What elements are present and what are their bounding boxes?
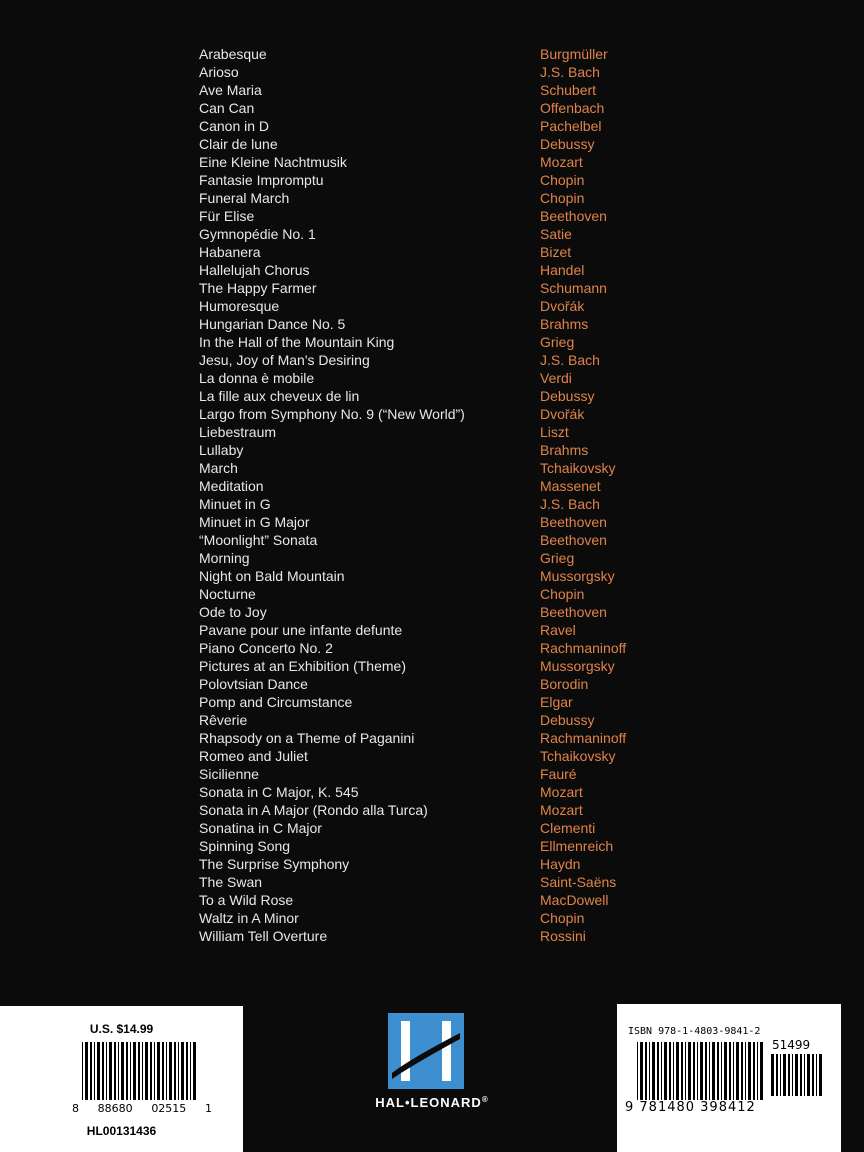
song-title: To a Wild Rose (199, 892, 294, 908)
song-composer: Schumann (540, 280, 607, 296)
logo-registered: ® (481, 1095, 489, 1104)
song-title: La fille aux cheveux de lin (199, 388, 360, 404)
song-title: The Swan (199, 874, 263, 890)
song-row (199, 549, 659, 567)
logo-wordmark (332, 1095, 532, 1110)
song-title: Pictures at an Exhibition (Theme) (199, 658, 406, 674)
song-composer: Borodin (540, 676, 589, 692)
song-row (199, 531, 659, 549)
song-title: Minuet in G (199, 496, 271, 512)
song-title: Lullaby (199, 442, 244, 458)
song-row (199, 783, 659, 801)
song-composer: Dvořák (540, 298, 585, 314)
song-row (199, 513, 659, 531)
song-row (199, 369, 659, 387)
song-composer: Chopin (540, 910, 585, 926)
song-title: Funeral March (199, 190, 290, 206)
song-row (199, 153, 659, 171)
song-composer: Ravel (540, 622, 576, 638)
song-title: Polovtsian Dance (199, 676, 308, 692)
song-row (199, 819, 659, 837)
song-title: Minuet in G Major (199, 514, 310, 530)
song-title: Gymnopédie No. 1 (199, 226, 316, 242)
song-title: The Surprise Symphony (199, 856, 350, 872)
song-row (199, 477, 659, 495)
song-composer: Liszt (540, 424, 569, 440)
song-composer: Rachmaninoff (540, 640, 627, 656)
song-title: Fantasie Impromptu (199, 172, 324, 188)
upc-digit-system: 8 (72, 1102, 79, 1115)
song-title: Piano Concerto No. 2 (199, 640, 333, 656)
song-composer: Haydn (540, 856, 581, 872)
logo-name-left: HAL (375, 1095, 405, 1110)
song-list (199, 45, 659, 945)
song-composer: Saint-Saëns (540, 874, 617, 890)
song-composer: Bizet (540, 244, 572, 260)
song-composer: Debussy (540, 388, 595, 404)
song-row (199, 117, 659, 135)
song-composer: Tchaikovsky (540, 748, 616, 764)
song-composer: Brahms (540, 316, 589, 332)
song-composer: Verdi (540, 370, 572, 386)
song-row (199, 603, 659, 621)
song-composer: MacDowell (540, 892, 609, 908)
song-row (199, 171, 659, 189)
song-row (199, 99, 659, 117)
song-title: Sonata in C Major, K. 545 (199, 784, 359, 800)
upc-barcode (82, 1042, 200, 1100)
song-row (199, 909, 659, 927)
song-composer: Massenet (540, 478, 601, 494)
song-title: Sonatina in C Major (199, 820, 322, 836)
song-composer: Satie (540, 226, 572, 242)
song-title: Pomp and Circumstance (199, 694, 353, 710)
song-composer: Grieg (540, 334, 575, 350)
song-row (199, 351, 659, 369)
song-row (199, 315, 659, 333)
song-row (199, 837, 659, 855)
song-composer: Fauré (540, 766, 577, 782)
price-label: U.S. $14.99 (89, 1022, 154, 1036)
song-row (199, 405, 659, 423)
song-row (199, 243, 659, 261)
song-title: La donna è mobile (199, 370, 315, 386)
song-title: Hallelujah Chorus (199, 262, 310, 278)
price-barcode-box (0, 1006, 243, 1152)
song-title: Jesu, Joy of Man's Desiring (199, 352, 370, 368)
song-row (199, 873, 659, 891)
song-title: Can Can (199, 100, 255, 116)
song-title: Meditation (199, 478, 264, 494)
isbn-barcode-box (617, 1004, 841, 1152)
song-title: Ode to Joy (199, 604, 267, 620)
song-row (199, 657, 659, 675)
song-title: Habanera (199, 244, 261, 260)
song-row (199, 801, 659, 819)
song-composer: Mussorgsky (540, 658, 615, 674)
song-composer: J.S. Bach (540, 496, 600, 512)
song-title: Sicilienne (199, 766, 259, 782)
ean-digits: 9 781480 398412 (625, 1100, 756, 1115)
song-row (199, 639, 659, 657)
song-title: Rêverie (199, 712, 248, 728)
song-row (199, 297, 659, 315)
logo-name-right: LEONARD (410, 1095, 482, 1110)
song-row (199, 459, 659, 477)
song-composer: J.S. Bach (540, 352, 600, 368)
song-composer: Debussy (540, 712, 595, 728)
song-title: Rhapsody on a Theme of Paganini (199, 730, 415, 746)
song-composer: Mozart (540, 802, 583, 818)
song-title: Pavane pour une infante defunte (199, 622, 403, 638)
song-title: Nocturne (199, 586, 256, 602)
song-row (199, 45, 659, 63)
song-composer: Mussorgsky (540, 568, 615, 584)
song-row (199, 495, 659, 513)
song-row (199, 81, 659, 99)
song-composer: Beethoven (540, 514, 607, 530)
song-row (199, 441, 659, 459)
song-row (199, 135, 659, 153)
song-row (199, 927, 659, 945)
isbn-barcode (637, 1042, 763, 1100)
song-title: Romeo and Juliet (199, 748, 308, 764)
song-title: William Tell Overture (199, 928, 328, 944)
song-title: Spinning Song (199, 838, 291, 854)
song-composer: Brahms (540, 442, 589, 458)
song-row (199, 207, 659, 225)
song-composer: Elgar (540, 694, 573, 710)
song-composer: J.S. Bach (540, 64, 600, 80)
song-title: Night on Bald Mountain (199, 568, 345, 584)
isbn-label: ISBN 978-1-4803-9841-2 (628, 1026, 761, 1037)
song-row (199, 693, 659, 711)
song-title: Hungarian Dance No. 5 (199, 316, 346, 332)
song-row (199, 747, 659, 765)
song-title: “Moonlight” Sonata (199, 532, 318, 548)
song-row (199, 225, 659, 243)
song-composer: Pachelbel (540, 118, 602, 134)
song-row (199, 729, 659, 747)
song-row (199, 675, 659, 693)
song-composer: Beethoven (540, 208, 607, 224)
song-row (199, 567, 659, 585)
song-composer: Tchaikovsky (540, 460, 616, 476)
song-title: Liebestraum (199, 424, 277, 440)
song-row (199, 891, 659, 909)
upc-digits (72, 1102, 212, 1115)
song-title: Für Elise (199, 208, 255, 224)
item-code: HL00131436 (86, 1124, 157, 1138)
song-title: Morning (199, 550, 250, 566)
song-row (199, 387, 659, 405)
hal-leonard-logo-icon (388, 1013, 464, 1089)
song-title: Waltz in A Minor (199, 910, 299, 926)
upc-digit-left: 88680 (97, 1102, 133, 1115)
song-title: Ave Maria (199, 82, 262, 98)
song-row (199, 261, 659, 279)
upc-digit-check: 1 (204, 1102, 212, 1115)
song-composer: Rossini (540, 928, 586, 944)
song-composer: Handel (540, 262, 585, 278)
song-composer: Chopin (540, 172, 585, 188)
song-composer: Beethoven (540, 532, 607, 548)
song-composer: Rachmaninoff (540, 730, 627, 746)
song-composer: Beethoven (540, 604, 607, 620)
song-composer: Offenbach (540, 100, 605, 116)
song-title: Eine Kleine Nachtmusik (199, 154, 347, 170)
song-title: Clair de lune (199, 136, 278, 152)
song-title: March (199, 460, 238, 476)
song-composer: Chopin (540, 190, 585, 206)
song-composer: Mozart (540, 784, 583, 800)
song-row (199, 63, 659, 81)
song-composer: Debussy (540, 136, 595, 152)
song-title: Sonata in A Major (Rondo alla Turca) (199, 802, 428, 818)
logo-separator: • (404, 1095, 411, 1110)
song-title: In the Hall of the Mountain King (199, 334, 395, 350)
song-title: Largo from Symphony No. 9 (“New World”) (199, 406, 465, 422)
song-row (199, 765, 659, 783)
song-composer: Grieg (540, 550, 575, 566)
isbn-addon-digits: 51499 (772, 1038, 811, 1052)
song-title: Arabesque (199, 46, 267, 62)
song-row (199, 621, 659, 639)
song-row (199, 279, 659, 297)
song-composer: Ellmenreich (540, 838, 614, 854)
song-row (199, 585, 659, 603)
song-row (199, 189, 659, 207)
song-composer: Schubert (540, 82, 597, 98)
song-composer: Clementi (540, 820, 596, 836)
isbn-addon-barcode (771, 1054, 825, 1096)
song-title: The Happy Farmer (199, 280, 317, 296)
song-row (199, 423, 659, 441)
song-row (199, 855, 659, 873)
song-composer: Burgmüller (540, 46, 608, 62)
song-title: Canon in D (199, 118, 270, 134)
song-composer: Chopin (540, 586, 585, 602)
song-title: Arioso (199, 64, 239, 80)
song-row (199, 711, 659, 729)
upc-digit-right: 02515 (151, 1102, 187, 1115)
song-title: Humoresque (199, 298, 280, 314)
song-row (199, 333, 659, 351)
song-composer: Mozart (540, 154, 583, 170)
song-composer: Dvořák (540, 406, 585, 422)
